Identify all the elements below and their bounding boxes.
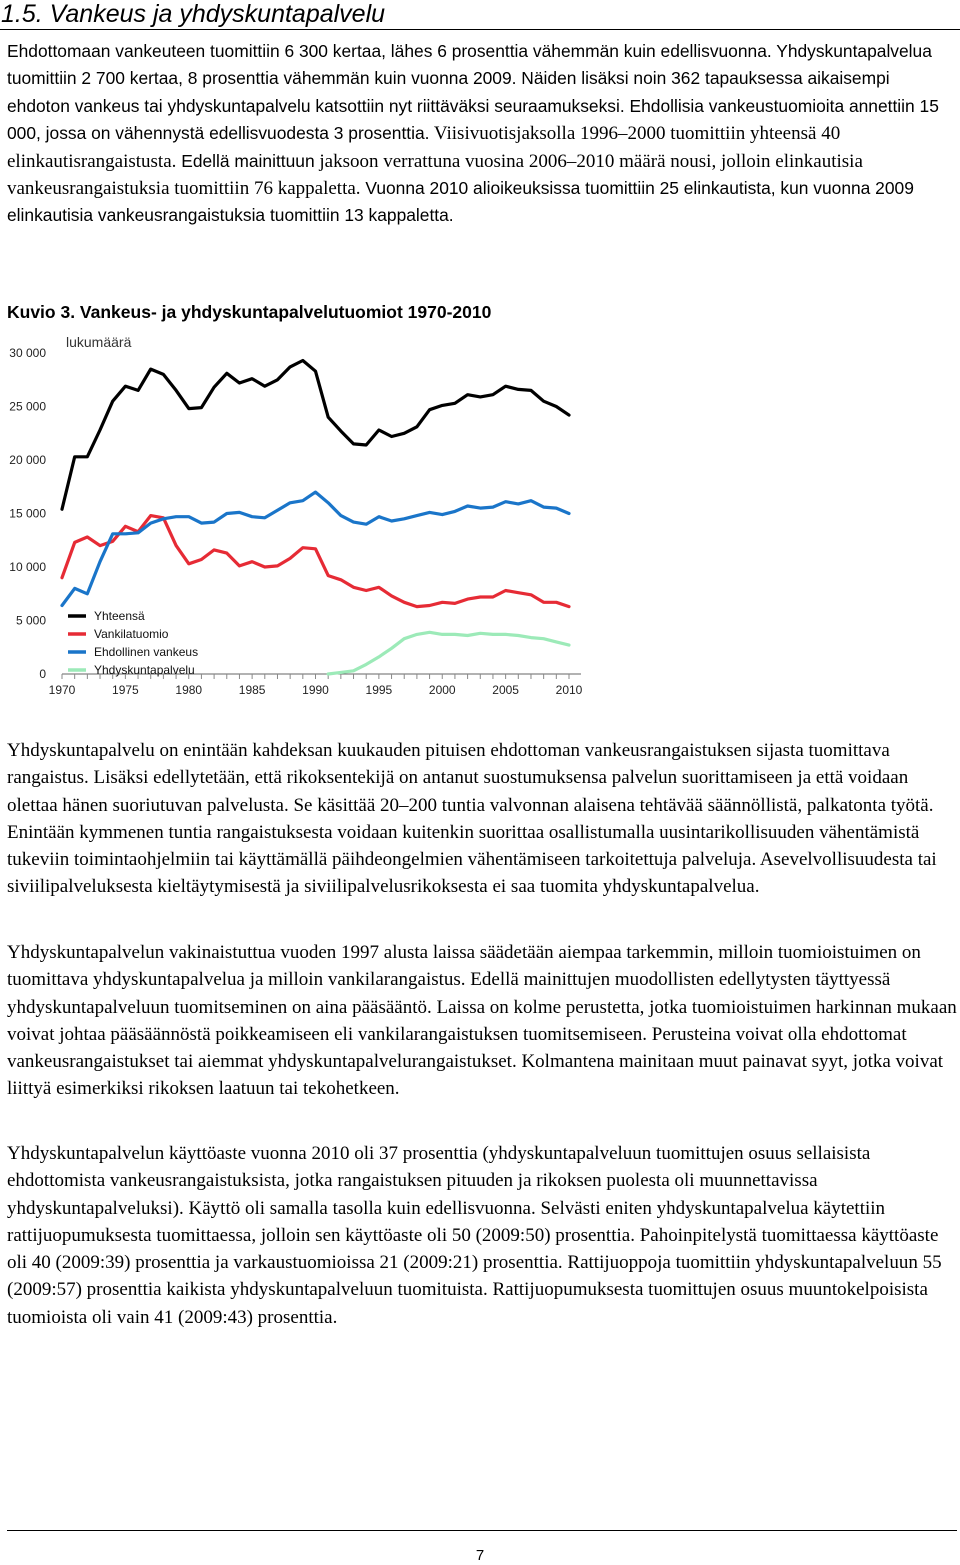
x-tick-label: 1980 [175,683,203,697]
series-line-1 [62,361,569,510]
intro-text-sans-2: Edellä mainittuun [176,150,315,171]
x-tick-label: 1990 [302,683,329,697]
x-tick-label: 1970 [48,683,76,697]
y-tick-label: 20 000 [9,453,46,467]
intro-text-sans-3: Vuonna 2010 alioikeuksissa tuomittiin 25 elinkautista, kun vuonna 2009 elinkautisia vankeusrangaistuksia tuomittiin 13 kappaletta. [7,178,914,226]
intro-text-sans-1: Ehdottomaan vankeuteen tuomittiin 6 300 kertaa, lähes 6 prosenttia vähemmän kuin edellisvuonna. Yhdyskuntapalvelua tuomittiin 2 700 kertaa, 8 prosenttia vähemmän kuin vuonna 2009. Näiden lisäksi noin 362 tapauksessa aikaisempi ehdoton vankeus tai yhdyskuntapalvelu katsottiin nyt riittäväksi seuraamukseksi. Ehdollisia vankeustuomioita annettiin 15 000, jossa on vähennystä edellisvuodesta 3 prosenttia. [7,41,939,144]
x-tick-label: 2000 [428,683,456,697]
x-tick-label: 2010 [555,683,583,697]
x-tick-label: 1985 [238,683,266,697]
x-tick-label: 1995 [365,683,393,697]
page-number: 7 [475,1547,485,1564]
paragraph-community-service-law: Yhdyskuntapalvelun vakinaistuttua vuoden 1997 alusta laissa säädetään aiempaa tarkemmin, milloin tuomioistuimen on tuomittava yhdyskuntapalvelua ja milloin vankilarangaistus. Edellä mainittujen muodollisten edellytysten täyttyessä yhdyskuntapalveluun tuomitseminen on aina pääsääntö. Laissa on kolme perustetta, jotka tuomioistuimen harkinnan mukaan voivat johtaa pääsäännöstä poikkeamiseen eli vankilarangaistuksen tuomitsemiseen. Perusteina voivat olla ehdottomat vankeusrangaistukset tai aiemmat yhdyskuntapalvelurangaistukset. Kolmantena mainitaan muut painavat syyt, jotka voivat liittyä esimerkiksi rikoksen laatuun tai tekohetkeen. [7,942,957,1100]
section-heading: 1.5. Vankeus ja yhdyskuntapalvelu [0,0,960,30]
paragraph-community-service-definition: Yhdyskuntapalvelu on enintään kahdeksan kuukauden pituisen ehdottoman vankeusrangaistuksen sijasta tuomittava rangaistus. Lisäksi edellytetään, että rikoksentekijä on antanut suostumuksensa palvelun suorittamiseen ja että voidaan olettaa hänen suoriutuvan palvelusta. Se käsittää 20–200 tuntia valvonnan alaisena tehtävää säännöllistä, palkatonta työtä. Enintään kymmenen tuntia rangaistuksesta voidaan kuitenkin suorittaa osallistumalla uusintarikollisuuden vähentämistä tukeviin toimintaohjelmiin tai käyttämällä päihdeongelmien vähentämiseen tarkoitettuja palveluja. Asevelvollisuudesta tai siviilipalveluksesta kieltäytymisestä ja siviilipalvelusrikoksesta ei saa tuomita yhdyskuntapalvelua. [7,740,937,898]
series-line-2 [62,516,569,607]
intro-text-serif-1: Viisivuotisjaksolla 1996–2000 tuomittiin yhteensä 40 elinkautisrangaistusta. [7,123,841,172]
intro-paragraph [7,38,957,230]
intro-text-serif-2: jaksoon verrattuna vuosina 2006–2010 määrä nousi, jolloin elinkautisia vankeusrangaistuksia tuomittiin 76 kappaletta. [7,150,863,200]
y-tick-label: 0 [39,667,46,681]
y-axis-label: lukumäärä [66,334,132,350]
series-line-4 [328,632,569,674]
footer-divider [7,1530,957,1531]
y-tick-label: 25 000 [9,399,46,414]
legend-label: Ehdollinen vankeus [94,645,199,659]
y-tick-label: 5 000 [15,613,46,628]
legend-label: Vankilatuomio [94,627,169,641]
y-tick-label: 15 000 [9,506,46,521]
y-tick-label: 10 000 [9,560,46,574]
x-tick-label: 1975 [112,683,139,697]
paragraph-usage-rate: Yhdyskuntapalvelun käyttöaste vuonna 2010 oli 37 prosenttia (yhdyskuntapalveluun tuomittujen osuus sellaisista ehdottomista vankeusrangaistuksista, jotka rangaistuksen pituuden ja rikoksen puolesta oli muunnettavissa yhdyskuntapalveluksi). Käyttö oli samalla tasolla kuin edellisvuonna. Selvästi eniten yhdyskuntapalvelua käytettiin rattijuopumuksesta tuomittaessa, jolloin sen käyttöaste oli 50 (2009:50) prosenttia. Pahoinpitelystä tuomittaessa käyttöaste oli 40 (2009:39) prosenttia ja varkaustuomioissa 21 (2009:21) prosenttia. Rattijuoppoja tuomittiin yhdyskuntapalveluun 55 (2009:57) prosenttia kaikista yhdyskuntapalveluun tuomituista. Rattijuopumuksesta tuomittujen osuus muuntokelpoisista tuomioista oli vain 41 (2009:43) prosenttia. [7,1143,942,1328]
legend-label: Yhteensä [94,609,145,623]
x-tick-label: 2005 [492,683,519,697]
legend-label: Yhdyskuntapalvelu [94,663,195,677]
figure-caption: Kuvio 3. Vankeus- ja yhdyskuntapalvelutuomiot 1970-2010 [7,302,492,322]
y-tick-label: 30 000 [9,346,46,360]
line-chart [0,330,600,710]
